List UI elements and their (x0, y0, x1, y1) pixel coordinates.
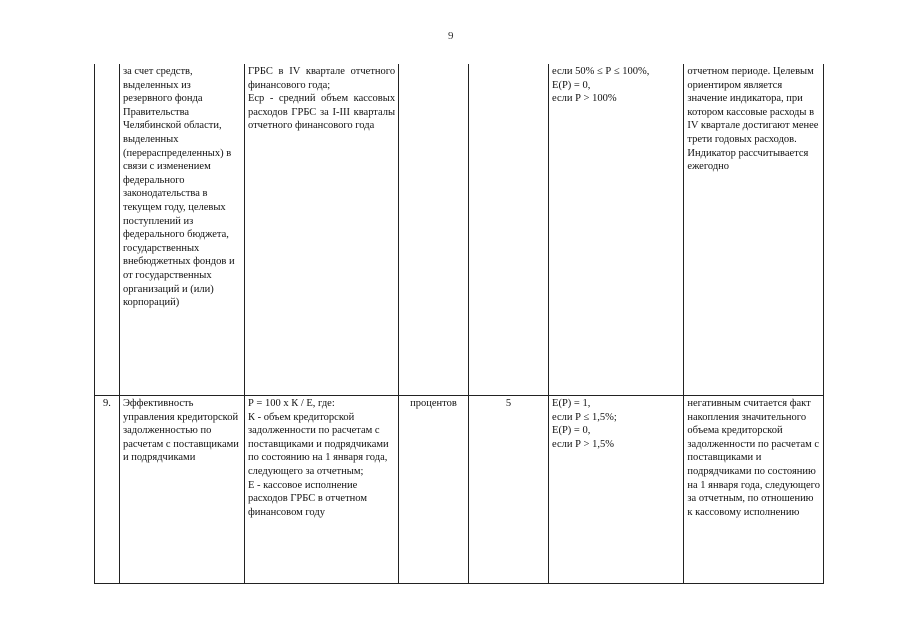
evaluation-line: Е(Р) = 1, (552, 398, 591, 409)
cell-formula (244, 64, 398, 396)
formula-line: Еср - средний объем кассовых расходов ГРБС за I-III кварталы отчетного финансового года (247, 93, 396, 132)
evaluation-line: если Р > 1,5% (552, 438, 614, 450)
evaluation-line: если Р > 100% (552, 93, 617, 105)
cell-number: 9. (95, 396, 120, 584)
evaluation-line: Е(Р) = 0, (552, 79, 591, 91)
table-row-continued (95, 64, 824, 396)
cell-weight: 5 (468, 396, 548, 584)
evaluation-line: если Р ≤ 1,5%; (552, 411, 617, 423)
page-number: 9 (448, 30, 454, 42)
formula-line: Е - кассовое исполнение расходов ГРБС в отчетном финансовом году (247, 479, 367, 518)
cell-indicator-name: за счет средств, выделенных из резервного фонда Правительства Челябинской области, выделенных (перераспределенных) в связи с изменением федерального законодательства в текущем году, целевых поступлений из федерального бюджета, государственных внебюджетных фондов и от государственных организаций и (или) корпораций) (119, 64, 244, 396)
cell-evaluation (549, 64, 684, 396)
formula-line: ГРБС в IV квартале отчетного финансового года; (247, 66, 396, 91)
cell-number (95, 64, 120, 396)
cell-unit (399, 64, 469, 396)
formula-line: Р = 100 х К / Е, где: (247, 398, 335, 409)
cell-note: отчетном периоде. Целевым ориентиром является значение индикатора, при котором кассовые расходы в IV квартале достигают менее трети годовых расходов. Индикатор рассчитывается ежегодно (684, 64, 824, 396)
cell-weight (468, 64, 548, 396)
cell-unit: процентов (399, 396, 469, 584)
cell-note: негативным считается факт накопления значительного объема кредиторской задолженности по расчетам с поставщиками и подрядчиками по состоянию на 1 января года, следующего за отчетным, по отношению к кассовому исполнению (684, 396, 824, 584)
cell-formula (244, 396, 398, 584)
formula-line: К - объем кредиторской задолженности по расчетам с поставщиками и подрядчиками по состоянию на 1 января года, следующего за отчетным; (247, 411, 389, 477)
indicators-table (94, 64, 824, 584)
evaluation-line: Е(Р) = 0, (552, 425, 591, 437)
evaluation-line: если 50% ≤ Р ≤ 100%, (552, 66, 650, 77)
cell-indicator-name: Эффективность управления кредиторской задолженностью по расчетам с поставщиками и подрядчиками (119, 396, 244, 584)
cell-evaluation (549, 396, 684, 584)
table-row-9 (95, 396, 824, 584)
